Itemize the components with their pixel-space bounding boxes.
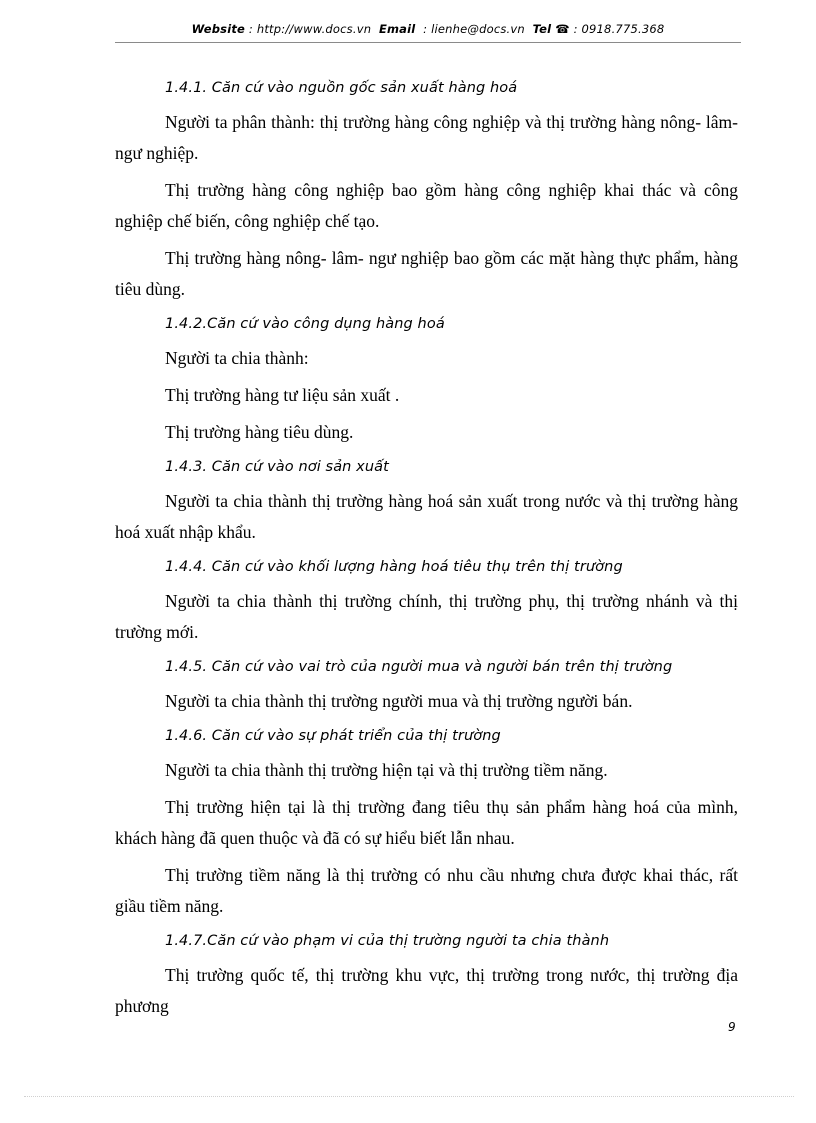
section-heading-1-4-6: 1.4.6. Căn cứ vào sự phát triển của thị trường [165, 728, 501, 744]
page-number: 9 [728, 1020, 736, 1034]
paragraph: Thị trường quốc tế, thị trường khu vực, thị trường trong nước, thị trường địa phương [115, 965, 738, 1016]
email-label: Email [378, 22, 416, 36]
paragraph: Thị trường hàng công nghiệp bao gồm hàng công nghiệp khai thác và công nghiệp chế biến, công nghiệp chế tạo. [115, 180, 738, 231]
page-bottom-border [24, 1096, 794, 1097]
section-heading-1-4-1: 1.4.1. Căn cứ vào nguồn gốc sản xuất hàng hoá [165, 80, 518, 96]
section-heading-1-4-3: 1.4.3. Căn cứ vào nơi sản xuất [165, 459, 389, 475]
paragraph: Người ta chia thành thị trường hàng hoá sản xuất trong nước và thị trường hàng hoá xuất nhập khẩu. [115, 491, 738, 542]
website-label: Website [191, 22, 246, 36]
paragraph: Thị trường hàng nông- lâm- ngư nghiệp bao gồm các mặt hàng thực phẩm, hàng tiêu dùng. [115, 248, 738, 299]
paragraph: Người ta chia thành: [165, 348, 309, 368]
tel-label: Tel [532, 22, 552, 36]
paragraph: Người ta chia thành thị trường chính, thị trường phụ, thị trường nhánh và thị trường mới. [115, 591, 738, 642]
paragraph: Người ta phân thành: thị trường hàng công nghiệp và thị trường hàng nông- lâm- ngư nghiệp. [115, 112, 738, 163]
section-heading-1-4-4: 1.4.4. Căn cứ vào khối lượng hàng hoá tiêu thụ trên thị trường [165, 559, 623, 575]
section-heading-1-4-2: 1.4.2.Căn cứ vào công dụng hàng hoá [165, 316, 445, 332]
paragraph: Thị trường tiềm năng là thị trường có nhu cầu nhưng chưa được khai thác, rất giầu tiềm năng. [115, 865, 738, 916]
tel-value: : 0918.775.368 [573, 22, 665, 36]
paragraph: Thị trường hiện tại là thị trường đang tiêu thụ sản phẩm hàng hoá của mình, khách hàng đã quen thuộc và đã có sự hiểu biết lẫn nhau. [115, 797, 738, 848]
website-value: : http://www.docs.vn [248, 22, 372, 36]
paragraph: Người ta chia thành thị trường hiện tại và thị trường tiềm năng. [165, 760, 608, 780]
paragraph: Thị trường hàng tư liệu sản xuất . [165, 385, 400, 405]
paragraph: Thị trường hàng tiêu dùng. [165, 422, 354, 442]
section-heading-1-4-5: 1.4.5. Căn cứ vào vai trò của người mua và người bán trên thị trường [165, 659, 673, 675]
paragraph: Người ta chia thành thị trường người mua và thị trường người bán. [165, 691, 633, 711]
header-divider [115, 42, 741, 43]
phone-icon: ☎ [555, 22, 570, 36]
section-heading-1-4-7: 1.4.7.Căn cứ vào phạm vi của thị trường người ta chia thành [165, 933, 610, 949]
email-value: : lienhe@docs.vn [423, 22, 525, 36]
document-body [115, 75, 738, 1028]
page-header [115, 22, 741, 36]
